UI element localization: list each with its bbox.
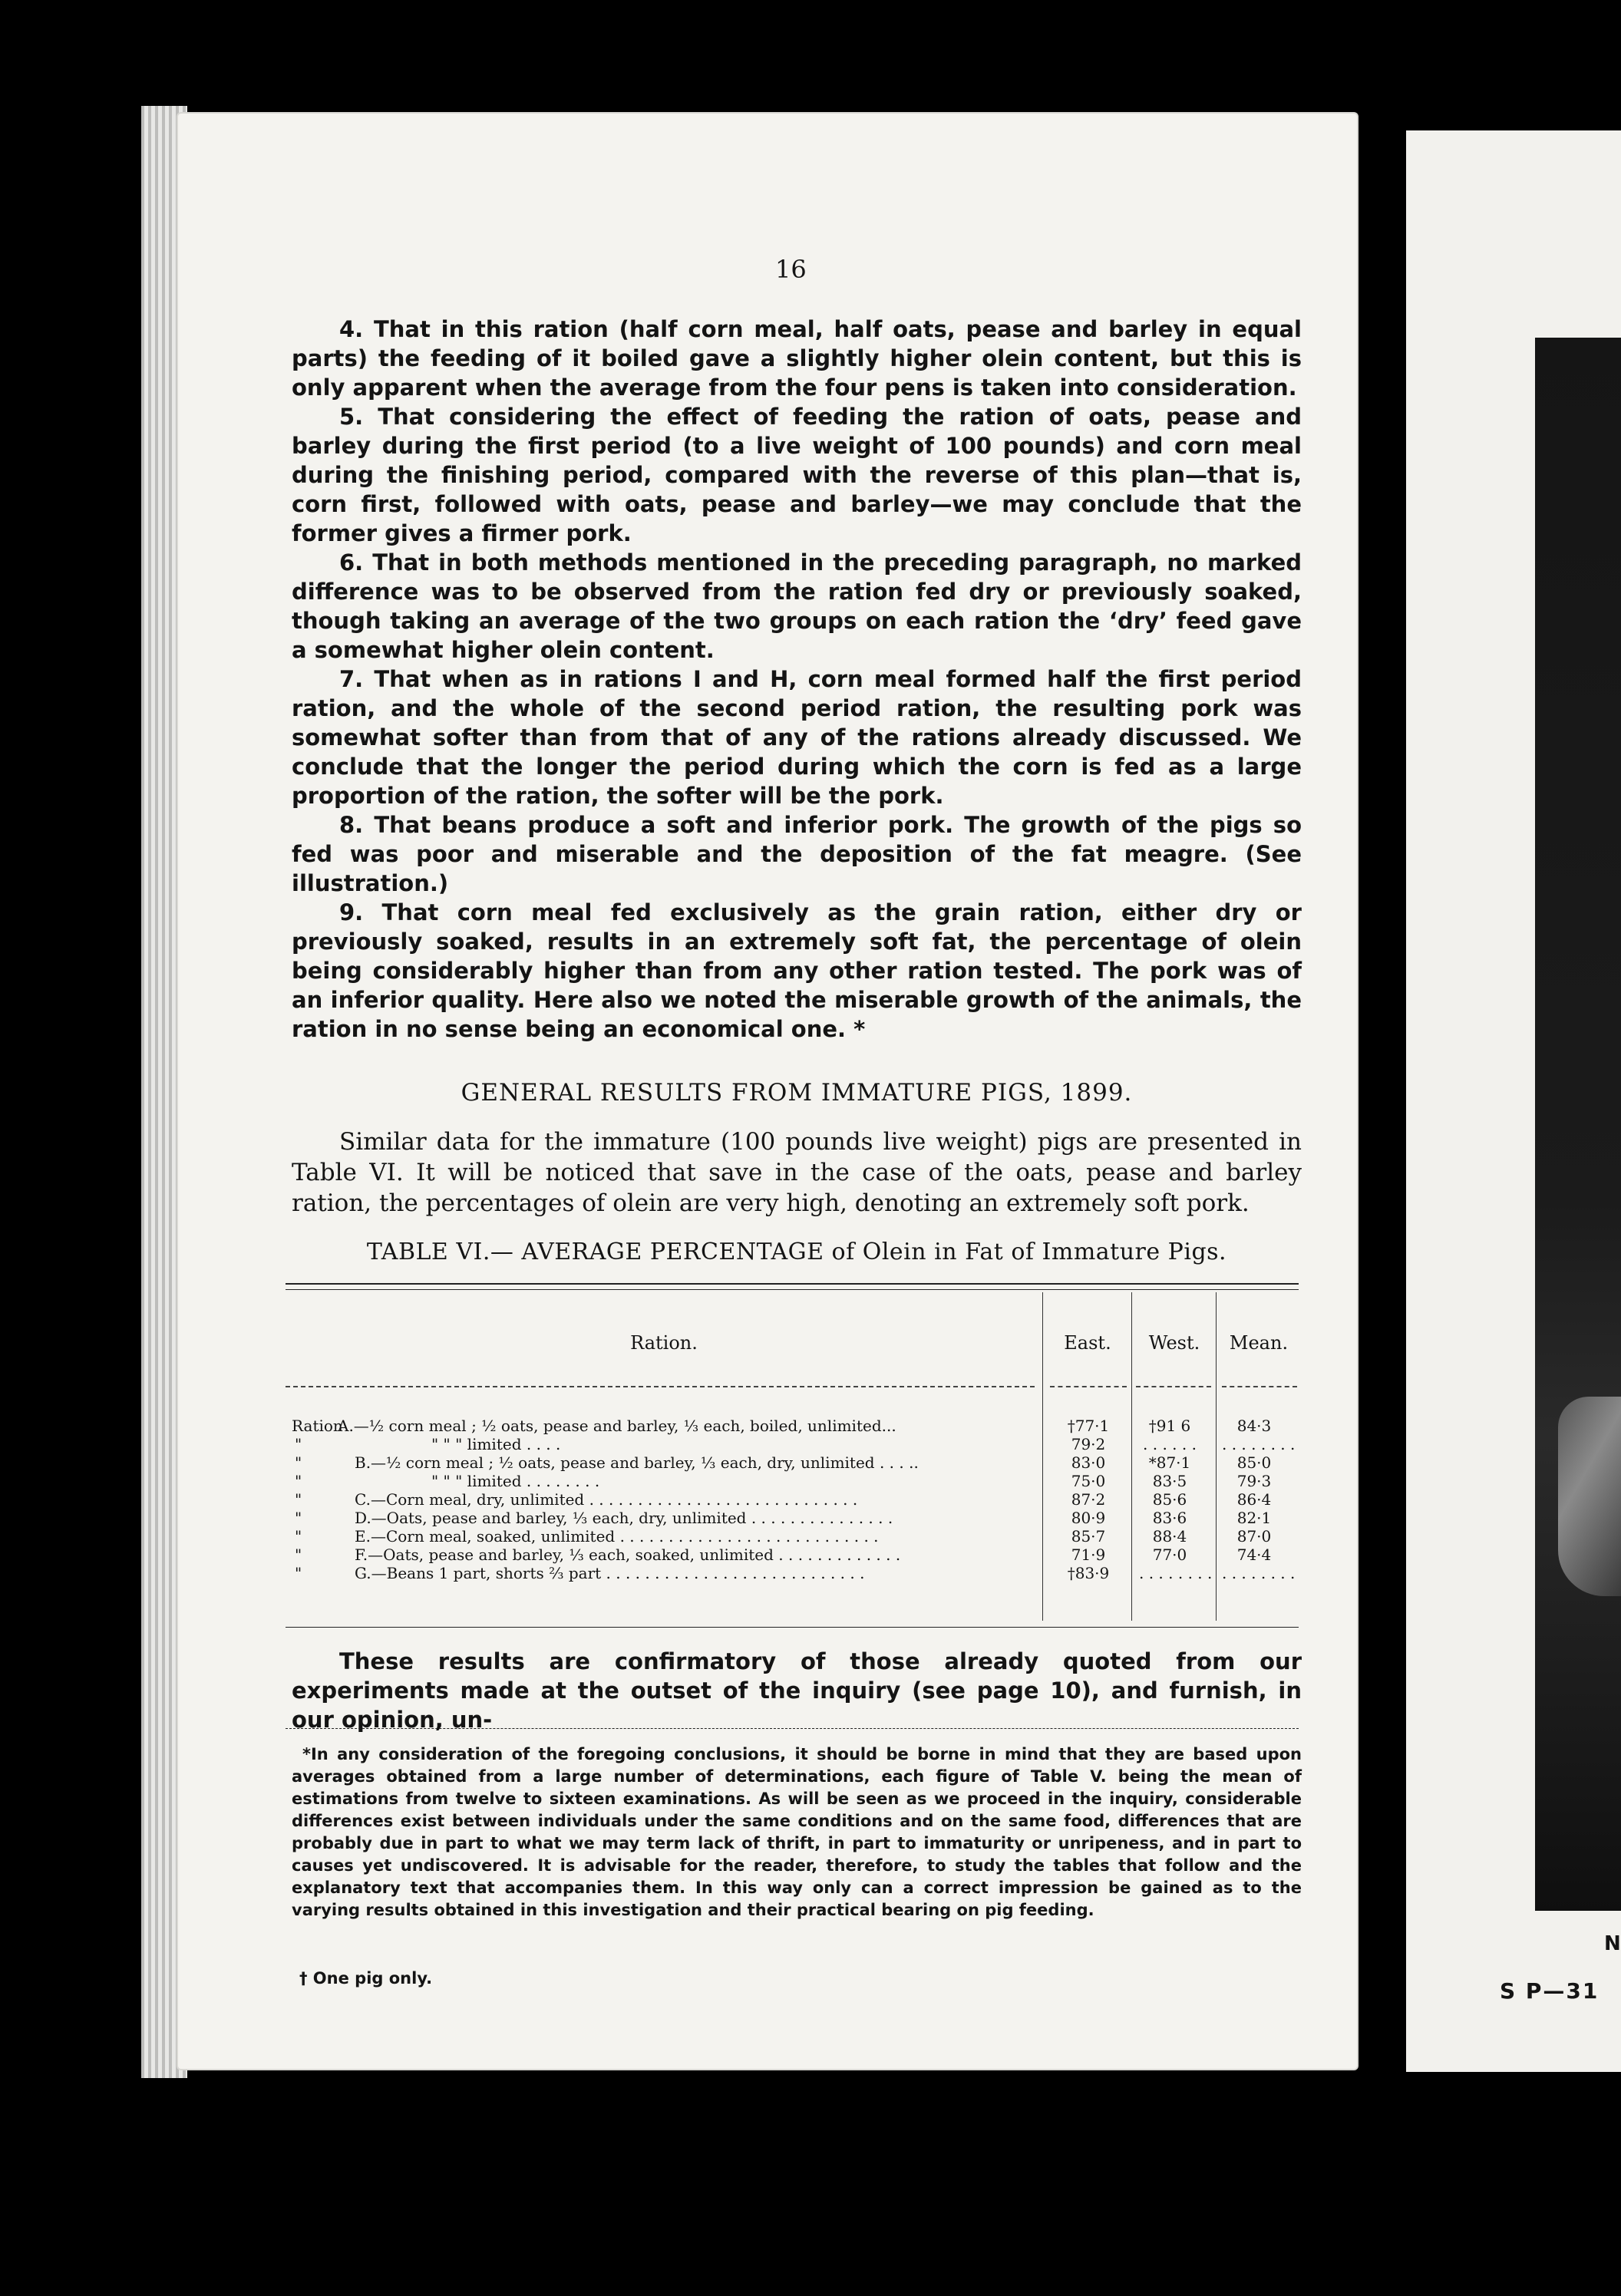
- table-row: [292, 1510, 1302, 1526]
- cell-west: 88·4: [1152, 1527, 1187, 1546]
- table-row: [292, 1529, 1302, 1544]
- table-row: [292, 1492, 1302, 1507]
- footnote-star-text: *In any consideration of the foregoing conclusions, it should be borne in mind that they are based upon averages obtained from a large number of determinations, each figure of Table V. being the mean of estimations from twelve to sixteen examinations. As will be seen as we proceed in the inquiry, considerable differences exist between individuals under the same conditions and on the same food, differences that are probably due in part to what we may term lack of thrift, in part to immaturity or unripeness, and in part to causes yet undiscovered. It is advisable for the reader, therefore, to study the tables that follow and the explanatory text that accompanies them. In this way only can a correct impression be gained as to the varying results obtained in this investigation and their practical bearing on pig feeding.: [292, 1745, 1302, 1919]
- page-number: 16: [775, 255, 807, 284]
- table-caption: TABLE VI.— AVERAGE PERCENTAGE of Olein in Fat of Immature Pigs.: [366, 1239, 1227, 1265]
- cell-west: 85·6: [1152, 1490, 1187, 1509]
- cell-west: . . . . . .: [1143, 1435, 1197, 1453]
- row-label: G.—Beans 1 part, shorts ⅔ part . . . . . . . . . . . . . . . . . . . . . . . . . . .: [355, 1564, 865, 1582]
- header-rule-ration: [286, 1386, 1035, 1387]
- table-row: [292, 1547, 1302, 1562]
- row-label: D.—Oats, pease and barley, ⅓ each, dry, unlimited . . . . . . . . . . . . . . .: [355, 1509, 893, 1527]
- header-rule-mean: [1222, 1386, 1297, 1387]
- intro-paragraph: [292, 1127, 1302, 1219]
- cell-west: 77·0: [1152, 1546, 1187, 1564]
- row-label: B.—½ corn meal ; ½ oats, pease and barley, ⅓ each, dry, unlimited . . . ..: [355, 1453, 919, 1472]
- cell-west: †91 6: [1148, 1417, 1191, 1435]
- cell-east: 71·9: [1071, 1546, 1106, 1564]
- photograph-pig-figure: [1558, 1397, 1621, 1596]
- conclusion-8: 8. That beans produce a soft and inferior pork. The growth of the pigs so fed was poor and miserable and the deposition of the fat meagre. (See illustration.): [292, 812, 1302, 896]
- cell-mean: 87·0: [1236, 1527, 1272, 1546]
- cell-mean: . . . . . . . .: [1222, 1564, 1296, 1582]
- row-label: " " " limited . . . . . . . .: [431, 1472, 600, 1490]
- cell-east: 79·2: [1071, 1435, 1106, 1453]
- row-prefix: ": [295, 1564, 302, 1582]
- closing-paragraph: [292, 1647, 1302, 1734]
- cell-east: 87·2: [1071, 1490, 1106, 1509]
- row-prefix: ": [295, 1509, 302, 1527]
- header-rule-east: [1050, 1386, 1127, 1387]
- row-prefix: ": [295, 1472, 302, 1490]
- footnote-star: [292, 1743, 1302, 1922]
- cell-mean: 79·3: [1236, 1472, 1272, 1490]
- cell-mean: . . . . . . . .: [1222, 1435, 1296, 1453]
- cell-east: †77·1: [1067, 1417, 1110, 1435]
- header-east: East.: [1064, 1332, 1111, 1354]
- header-rule-west: [1136, 1386, 1211, 1387]
- table-row: [292, 1455, 1302, 1470]
- cell-mean: 74·4: [1236, 1546, 1272, 1564]
- row-prefix: ": [295, 1527, 302, 1546]
- row-label: A.—½ corn meal ; ½ oats, pease and barley, ⅓ each, boiled, unlimited...: [338, 1417, 896, 1435]
- row-prefix: ": [295, 1435, 302, 1453]
- row-label: " " " limited . . . .: [431, 1435, 561, 1453]
- cell-east: 83·0: [1071, 1453, 1106, 1472]
- row-label: E.—Corn meal, soaked, unlimited . . . . . . . . . . . . . . . . . . . . . . . . . . .: [355, 1527, 879, 1546]
- conclusions-list: [292, 315, 1302, 1044]
- cell-west: . . . . . . . .: [1139, 1564, 1213, 1582]
- conclusion-4: 4. That in this ration (half corn meal, half oats, pease and barley in equal parts) the feeding of it boiled gave a slightly higher olein content, but this is only apparent when the average from the four pens is taken into consideration.: [292, 316, 1302, 401]
- row-label: C.—Corn meal, dry, unlimited . . . . . . . . . . . . . . . . . . . . . . . . . . . .: [355, 1490, 858, 1509]
- row-prefix: Ration: [292, 1417, 343, 1435]
- cell-east: 85·7: [1071, 1527, 1106, 1546]
- cell-west: 83·6: [1152, 1509, 1187, 1527]
- table-row: [292, 1565, 1302, 1581]
- cell-west: 83·5: [1152, 1472, 1187, 1490]
- cell-mean: 84·3: [1236, 1417, 1272, 1435]
- cell-east: 80·9: [1071, 1509, 1106, 1527]
- row-prefix: ": [295, 1453, 302, 1472]
- row-prefix: ": [295, 1546, 302, 1564]
- intro-text: Similar data for the immature (100 pounds live weight) pigs are presented in Table VI. It will be noticed that save in the case of the oats, pease and barley ration, the percentages of olein are very high, denoting an extremely soft pork.: [292, 1128, 1302, 1217]
- cell-mean: 82·1: [1236, 1509, 1272, 1527]
- section-heading: GENERAL RESULTS FROM IMMATURE PIGS, 1899.: [461, 1079, 1133, 1107]
- header-ration: Ration.: [630, 1332, 698, 1354]
- conclusion-6: 6. That in both methods mentioned in the preceding paragraph, no marked difference was to be observed from the ration fed dry or previously soaked, though taking an average of the two groups on each ration the ‘dry’ feed gave a somewhat higher olein content.: [292, 549, 1302, 663]
- facing-page-letter: N: [1604, 1932, 1621, 1955]
- footnote-dagger: † One pig only.: [299, 1969, 433, 1988]
- conclusion-5: 5. That considering the effect of feeding the ration of oats, pease and barley during the first period (to a live weight of 100 pounds) and corn meal during the finishing period, compared with the reverse of this plan—that is, corn first, followed with oats, pease and barley—we may conclude that the former gives a firmer pork.: [292, 404, 1302, 546]
- facing-page-photograph: [1535, 338, 1621, 1911]
- table-row: [292, 1418, 1302, 1433]
- header-west: West.: [1148, 1332, 1200, 1354]
- cell-east: 75·0: [1071, 1472, 1106, 1490]
- table-row: [292, 1473, 1302, 1489]
- conclusion-7: 7. That when as in rations I and H, corn meal formed half the first period ration, and the whole of the second period ration, the resulting pork was somewhat softer than from that of any of the rations already discussed. We conclude that the longer the period during which the corn is fed as a large proportion of the ration, the softer will be the pork.: [292, 666, 1302, 809]
- cell-east: †83·9: [1067, 1564, 1110, 1582]
- cell-mean: 85·0: [1236, 1453, 1272, 1472]
- row-label: F.—Oats, pease and barley, ⅓ each, soaked, unlimited . . . . . . . . . . . . .: [355, 1546, 901, 1564]
- table-top-rule-2: [286, 1289, 1299, 1290]
- closing-text: These results are confirmatory of those already quoted from our experiments made at the outset of the inquiry (see page 10), and furnish, in our opinion, un-: [292, 1648, 1302, 1733]
- facing-page-signature: S P—31: [1500, 1978, 1600, 2004]
- footnote-rule: [286, 1728, 1299, 1729]
- header-mean: Mean.: [1229, 1332, 1289, 1354]
- table-bottom-rule: [286, 1627, 1299, 1628]
- table-top-rule: [286, 1283, 1299, 1285]
- conclusion-9: 9. That corn meal fed exclusively as the grain ration, either dry or previously soaked, results in an extremely soft fat, the percentage of olein being considerably higher than from any other ration tested. The pork was of an inferior quality. Here also we noted the miserable growth of the animals, the ration in no sense being an economical one. *: [292, 899, 1302, 1042]
- cell-west: *87·1: [1148, 1453, 1191, 1472]
- cell-mean: 86·4: [1236, 1490, 1272, 1509]
- row-prefix: ": [295, 1490, 302, 1509]
- table-row: [292, 1437, 1302, 1452]
